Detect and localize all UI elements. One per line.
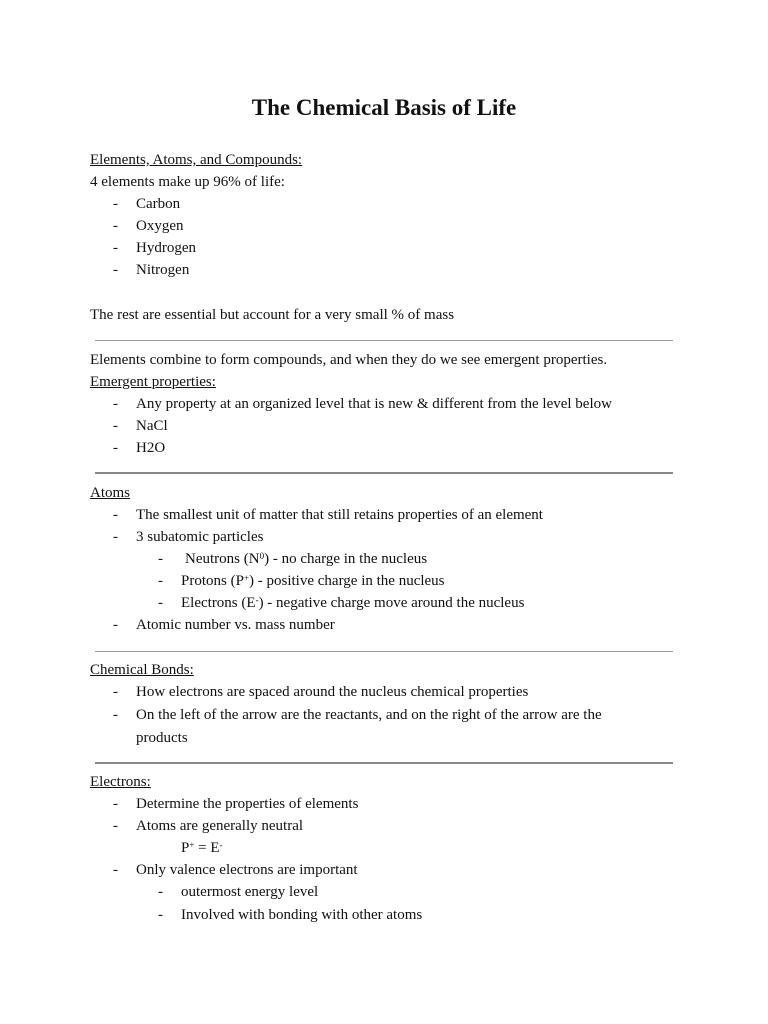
bullet-dash: -: [113, 218, 118, 234]
list-item: Nitrogen: [136, 262, 190, 278]
bullet-dash: -: [113, 418, 118, 434]
section-heading-atoms: Atoms: [90, 485, 131, 501]
section-heading-electrons: Electrons:: [90, 774, 151, 790]
divider: [95, 472, 673, 474]
list-item: Determine the properties of elements: [136, 796, 359, 812]
elements-intro: 4 elements make up 96% of life:: [90, 174, 285, 190]
bullet-dash: -: [113, 440, 118, 456]
sub-list-item: Involved with bonding with other atoms: [181, 907, 423, 923]
sub-list-item-neutrons: Neutrons $(N^0)$ - no charge in the nucleus: [185, 551, 428, 567]
bullet-dash: -: [113, 196, 118, 212]
list-item: Carbon: [136, 196, 181, 212]
bullet-dash: -: [113, 684, 118, 700]
page-title: The Chemical Basis of Life: [251, 95, 517, 120]
bullet-dash: -: [113, 707, 118, 723]
list-item-continued: products: [136, 730, 188, 746]
bullet-dash: -: [113, 262, 118, 278]
sub-bullet-dash: -: [158, 907, 163, 923]
list-item: How electrons are spaced around the nucleus chemical properties: [136, 684, 529, 700]
divider: [95, 651, 673, 652]
divider: [95, 762, 673, 764]
section-heading-elements: Elements, Atoms, and Compounds:: [90, 152, 303, 168]
list-item: On the left of the arrow are the reactants, and on the right of the arrow are the: [136, 707, 602, 723]
list-item: Only valence electrons are important: [136, 862, 358, 878]
mass-note: The rest are essential but account for a very small % of mass: [90, 307, 455, 323]
bullet-dash: -: [113, 862, 118, 878]
section-heading-chemical-bonds: Chemical Bonds:: [90, 662, 194, 678]
list-item: Oxygen: [136, 218, 184, 234]
list-item: 3 subatomic particles: [136, 529, 264, 545]
bullet-dash: -: [113, 396, 118, 412]
divider: [95, 340, 673, 341]
list-item: NaCl: [136, 418, 168, 434]
sub-bullet-dash: -: [158, 595, 163, 611]
bullet-dash: -: [113, 796, 118, 812]
bullet-dash: -: [113, 617, 118, 633]
charge-equation: P+ = E-: [181, 840, 223, 856]
bullet-dash: -: [113, 507, 118, 523]
bullet-dash: -: [113, 818, 118, 834]
list-item: Atoms are generally neutral: [136, 818, 304, 834]
section-heading-emergent: Emergent properties:: [90, 374, 216, 390]
list-item: Atomic number vs. mass number: [136, 617, 335, 633]
bullet-dash: -: [113, 240, 118, 256]
sub-bullet-dash: -: [158, 884, 163, 900]
compounds-intro: Elements combine to form compounds, and when they do we see emergent properties.: [90, 352, 608, 368]
list-item: H2O: [136, 440, 166, 456]
sub-list-item-electrons: Electrons (E-) - negative charge move around the nucleus: [181, 595, 525, 611]
list-item: The smallest unit of matter that still retains properties of an element: [136, 507, 543, 523]
bullet-dash: -: [113, 529, 118, 545]
sub-bullet-dash: -: [158, 551, 163, 567]
sub-list-item: outermost energy level: [181, 884, 319, 900]
sub-bullet-dash: -: [158, 573, 163, 589]
list-item: Any property at an organized level that is new & different from the level below: [136, 396, 612, 412]
list-item: Hydrogen: [136, 240, 196, 256]
sub-list-item-protons: Protons (P+) - positive charge in the nucleus: [181, 573, 445, 589]
